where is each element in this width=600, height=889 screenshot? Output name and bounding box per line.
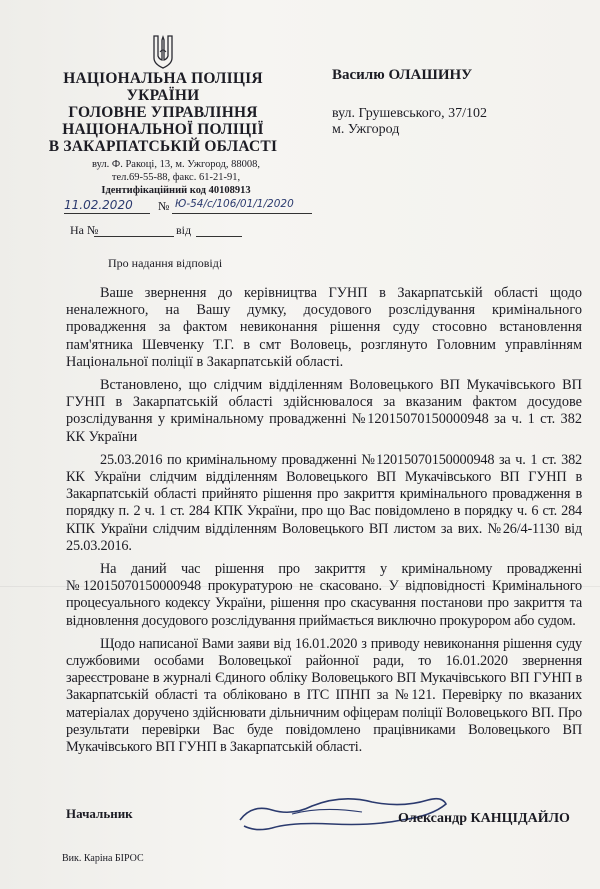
number-label: № — [158, 199, 170, 213]
signatory-first-name: Олександр — [398, 811, 467, 826]
signatory-position: Начальник — [66, 806, 133, 821]
signatory-name — [398, 811, 570, 827]
reference-date-label: від — [176, 223, 192, 237]
id-code: Ідентифікаційний код 40108913 — [101, 185, 251, 196]
org-line: НАЦІОНАЛЬНОЇ ПОЛІЦІЇ — [62, 121, 264, 138]
body-paragraph: Ваше звернення до керівництва ГУНП в Закарпатській області щодо неналежного, на Вашу думку, досудового розслідування кримінального провадження за фактом невиконання рішення суду стосовно встановлення пам'ятника Шевченку Т.Г. в смт Воловець, розглянуто Головним управлінням Національної поліції в Закарпатській області. — [66, 285, 582, 370]
body-paragraph: На даний час рішення про закриття у кримінальному провадженні №12015070150000948 прокуратурою не скасовано. У відповідності Кримінального процесуального кодексу України, рішення про скасування постанови про закриття та відновлення досудового розслідування приймається виключно прокурором або судом. — [66, 561, 582, 629]
recipient-city: м. Ужгород — [332, 122, 400, 137]
executor-note: Вик. Каріна БІРОС — [62, 853, 144, 864]
date-underline — [64, 213, 150, 214]
trident-emblem-icon — [152, 34, 174, 70]
outgoing-date: 11.02.2020 — [64, 198, 133, 212]
outgoing-number: Ю-54/с/106/01/1/2020 — [175, 198, 294, 210]
address-line: вул. Ф. Ракоці, 13, м. Ужгород, 88008, — [92, 159, 260, 170]
recipient-name — [332, 66, 472, 84]
org-line: НАЦІОНАЛЬНА ПОЛІЦІЯ — [63, 70, 263, 87]
org-line: В ЗАКАРПАТСЬКІЙ ОБЛАСТІ — [48, 138, 278, 155]
recipient-first-name: Василю — [332, 67, 385, 83]
org-line: ГОЛОВНЕ УПРАВЛІННЯ — [68, 104, 258, 121]
body-paragraph: Встановлено, що слідчим відділенням Воловецького ВП Мукачівського ВП ГУНП в Закарпатській області здійснювалося за вказаним фактом досудове розслідування у кримінальному провадженні №12015070150000948 за ч. 1 ст. 382 КК України — [66, 377, 582, 445]
reference-number-line — [94, 236, 174, 237]
body-paragraph: Щодо написаної Вами заяви від 16.01.2020 з приводу невиконання рішення суду службовими особами Воловецької районної ради, то 16.01.2020 звернення зареєстроване в журналі Єдиного обліку Воловецького ВП Мукачівського ВП ГУНП в Закарпатській області та обліковано в ІТС ІПНП за №121. Перевірку по вказаних матеріалах доручено здійснювати дільничним офіцерам поліції Воловецького ВП. Про результати перевірки Вас буде повідомлено працівниками Воловецького ВП Мукачівського ВП ГУНП в Закарпатській області. — [66, 635, 582, 756]
reference-date-line — [196, 236, 242, 237]
letter-body — [66, 285, 582, 762]
reference-number-label: На № — [70, 223, 99, 237]
recipient-last-name: ОЛАШИНУ — [388, 67, 473, 83]
organization-address — [76, 158, 276, 197]
recipient-street: вул. Грушевського, 37/102 — [332, 106, 488, 121]
organization-name — [48, 70, 278, 155]
letter-subject: Про надання відповіді — [108, 256, 223, 270]
org-line: УКРАЇНИ — [126, 87, 200, 104]
contacts-line: тел.69-55-88, факс. 61-21-91, — [111, 172, 241, 183]
recipient-address — [332, 106, 487, 138]
signatory-last-name: КАНЦІДАЙЛО — [470, 811, 570, 826]
body-paragraph: 25.03.2016 по кримінальному провадженні №12015070150000948 за ч. 1 ст. 382 КК України слідчим відділенням Воловецького ВП Мукачівського ВП ГУНП в Закарпатській області прийнято рішення про закриття кримінального провадження в порядку п. 2 ч. 1 ст. 284 КПК України, про що Вас повідомлено в порядку ч. 6 ст. 284 КПК України слідчим відділенням Воловецького ВП листом за вих. №26/4-1130 від 25.03.2016. — [66, 451, 582, 554]
number-underline — [172, 213, 312, 214]
